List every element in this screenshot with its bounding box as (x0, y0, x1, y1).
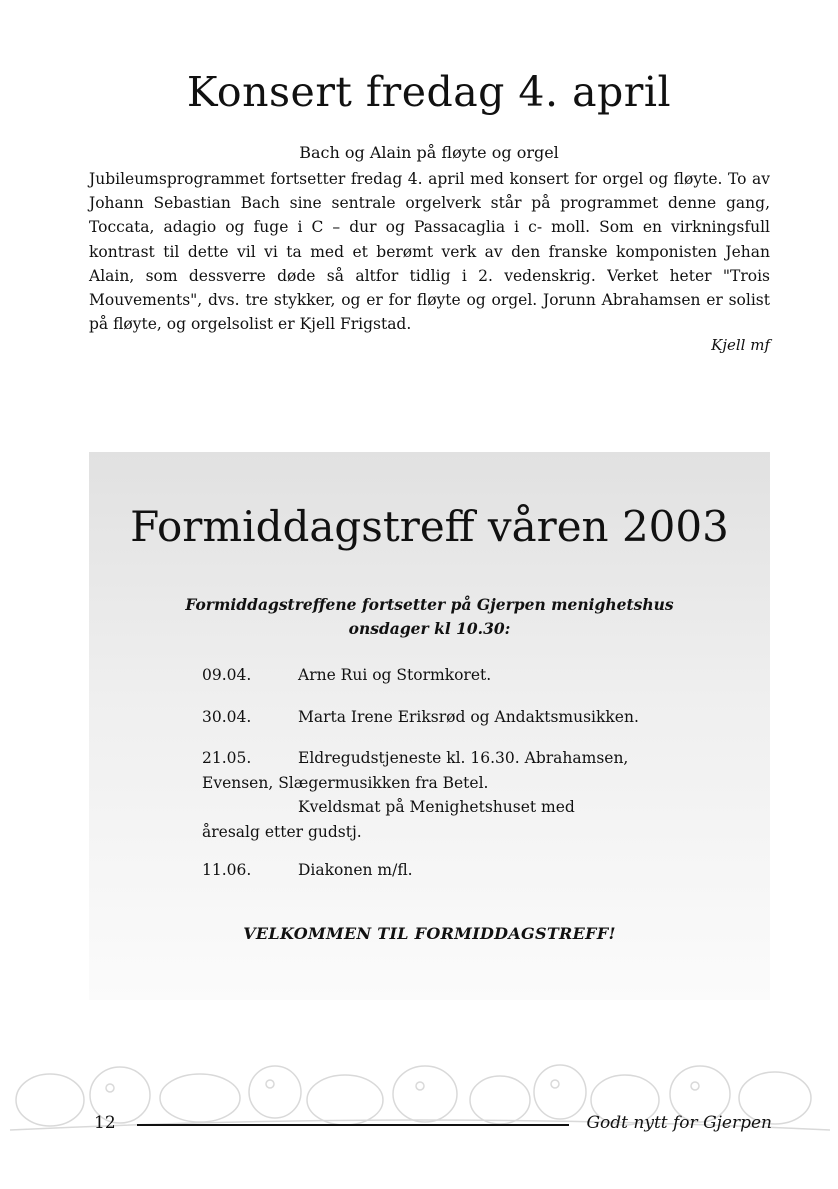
event-text: Diakonen m/fl. (298, 861, 413, 879)
article-title: Konsert fredag 4. april (186, 68, 672, 116)
event-text: Marta Irene Eriksrød og Andaktsmusikken. (298, 708, 639, 726)
event-item (202, 746, 672, 844)
event-intro-line-2: onsdager kl 10.30: (348, 619, 511, 638)
page-number: 12 (94, 1113, 116, 1133)
event-item (202, 858, 672, 883)
event-text-line-2: Evensen, Slægermusikken fra Betel. (202, 773, 489, 792)
event-text-line-4: åresalg etter gudstj. (202, 822, 362, 841)
article-body: Jubileumsprogrammet fortsetter fredag 4. april med konsert for orgel og fløyte. To av Johann Sebastian Bach sine sentrale orgelverk står på programmet denne gang, Toccata, adagio og fuge i C – dur og Passacaglia i c- moll. Som en virkningsfull kontrast til dette vil vi ta med et berømt verk av den franske komponisten Jehan Alain, som dessverre døde så altfor tidlig i 2. vedenskrig. Verket heter "Trois Mouvements", dvs. tre stykker, og er for fløyte og orgel. Jorunn Abrahamsen er solist på fløyte, og orgelsolist er Kjell Frigstad. (89, 170, 770, 334)
event-text-line-3: Kveldsmat på Menighetshuset med (298, 798, 575, 816)
event-text: Eldregudstjeneste kl. 16.30. Abrahamsen, (298, 749, 629, 767)
event-text: Arne Rui og Stormkoret. (298, 666, 492, 684)
event-date: 30.04. (202, 708, 252, 726)
welcome-text: VELKOMMEN TIL FORMIDDAGSTREFF! (243, 924, 616, 943)
publication-name: Godt nytt for Gjerpen (586, 1113, 772, 1133)
event-date: 21.05. (202, 749, 252, 767)
article-subtitle: Bach og Alain på fløyte og orgel (299, 143, 559, 162)
event-box-title: Formiddagstreff våren 2003 (130, 502, 729, 551)
event-date: 11.06. (202, 861, 252, 879)
article-signature: Kjell mf (711, 336, 770, 354)
event-intro-line-1: Formiddagstreffene fortsetter på Gjerpen menighetshus (185, 595, 674, 614)
event-date: 09.04. (202, 666, 252, 684)
event-item (202, 705, 672, 730)
event-intro (89, 593, 770, 641)
footer-rule (137, 1124, 569, 1126)
event-item (202, 663, 672, 688)
